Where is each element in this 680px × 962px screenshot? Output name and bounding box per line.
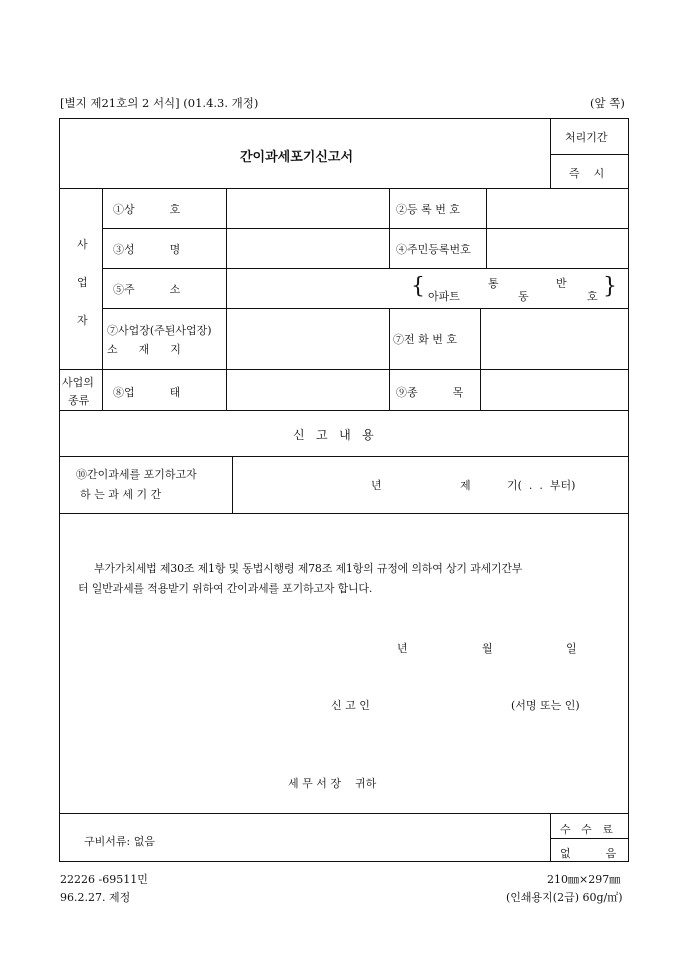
divider-fee-col (550, 813, 551, 862)
divider-heading (59, 456, 629, 457)
divider-mid-col-a (389, 188, 390, 268)
divider-type (59, 410, 629, 411)
type-group-label-1: 사업의 (62, 376, 94, 389)
divider-declaration (59, 813, 629, 814)
period-field[interactable] (234, 458, 627, 511)
divider-mid-col-b (389, 308, 390, 410)
footer-code: 22226 -69511민 (60, 873, 148, 886)
signature-label: (서명 또는 인) (511, 699, 580, 712)
processing-label: 처리기간 (565, 131, 608, 144)
fee-value: 없 음 (560, 847, 617, 860)
trade-name-field[interactable] (228, 190, 387, 226)
period-label-2: 하 는 과 세 기 간 (80, 488, 162, 501)
divider-processing-v (550, 118, 551, 188)
address-tong: 통 (488, 277, 499, 290)
divider-row1 (102, 228, 629, 229)
divider-period-col (232, 456, 233, 513)
footer-paper: (인쇄용지(2급) 60g/㎡) (506, 891, 623, 904)
owner-group-label-1: 사 (77, 238, 88, 251)
trade-name-label: ①상 호 (113, 203, 181, 216)
address-label: ⑤주 소 (113, 283, 181, 296)
divider-period (59, 513, 629, 514)
divider-right-col-b (480, 308, 481, 410)
type-group-label-2: 종류 (68, 394, 90, 407)
period-term: 제 (460, 479, 471, 492)
divider-group-col (102, 188, 103, 410)
divider-owner (59, 369, 629, 370)
category-field[interactable] (228, 371, 387, 408)
form-title: 간이과세포기신고서 (240, 150, 354, 165)
divider-fee (550, 838, 629, 839)
declaration-line-2: 터 일반과세를 적용받기 위하여 간이과세를 포기하고자 합니다. (78, 582, 373, 595)
period-from: 기( . . 부터) (507, 479, 576, 492)
workplace-field[interactable] (228, 310, 387, 367)
date-day: 일 (566, 642, 577, 655)
reporter-label: 신 고 인 (331, 699, 370, 712)
registration-no-label: ②등 록 번 호 (396, 203, 460, 216)
owner-group-label-3: 자 (77, 314, 88, 327)
address-field[interactable] (228, 270, 408, 306)
address-bracket-close: } (603, 274, 617, 299)
phone-field[interactable] (482, 310, 627, 367)
processing-value: 즉 시 (569, 167, 605, 180)
address-ban: 반 (556, 277, 567, 290)
report-heading: 신 고 내 용 (293, 428, 374, 442)
item-label: ⑨종 목 (396, 386, 464, 399)
name-label: ③성 명 (113, 243, 181, 256)
resident-no-label: ④주민등록번호 (396, 243, 471, 256)
address-dong: 동 (518, 290, 529, 303)
declaration-line-1: 부가가치세법 제30조 제1항 및 동법시행령 제78조 제1항의 규정에 의하여 상기 과세기간부 (94, 562, 523, 575)
divider-title (59, 188, 629, 189)
address-apt: 아파트 (428, 290, 460, 303)
divider-label-col (226, 188, 227, 410)
date-month: 월 (482, 642, 493, 655)
phone-label: ⑦전 화 번 호 (393, 333, 457, 346)
fee-label: 수 수 료 (560, 823, 613, 836)
date-year: 년 (397, 642, 408, 655)
divider-row2 (102, 268, 629, 269)
item-field[interactable] (482, 371, 627, 408)
reporter-field[interactable] (390, 690, 500, 714)
divider-row3 (102, 308, 629, 309)
name-field[interactable] (228, 230, 387, 266)
addressee: 세 무 서 장 귀하 (288, 777, 377, 790)
divider-right-col-a (486, 188, 487, 268)
workplace-label-1: ⑦사업장(주된사업장) (107, 324, 212, 337)
category-label: ⑧업 태 (113, 386, 181, 399)
period-year: 년 (371, 479, 382, 492)
footer-date: 96.2.27. 제정 (60, 891, 131, 904)
address-ho: 호 (587, 290, 598, 303)
resident-no-field[interactable] (488, 230, 627, 266)
address-bracket-open: { (411, 274, 425, 299)
workplace-label-2: 소 재 지 (107, 343, 181, 356)
owner-group-label-2: 업 (77, 276, 88, 289)
period-label-1: ⑩간이과세를 포기하고자 (76, 468, 197, 481)
form-number: [별지 제21호의 2 서식] (01.4.3. 개정) (60, 96, 259, 110)
registration-no-field[interactable] (488, 190, 627, 226)
footer-size: 210㎜×297㎜ (547, 873, 621, 886)
documents-label: 구비서류: 없음 (84, 835, 155, 848)
page-side-label: (앞 쪽) (590, 96, 625, 110)
divider-processing (550, 154, 629, 155)
